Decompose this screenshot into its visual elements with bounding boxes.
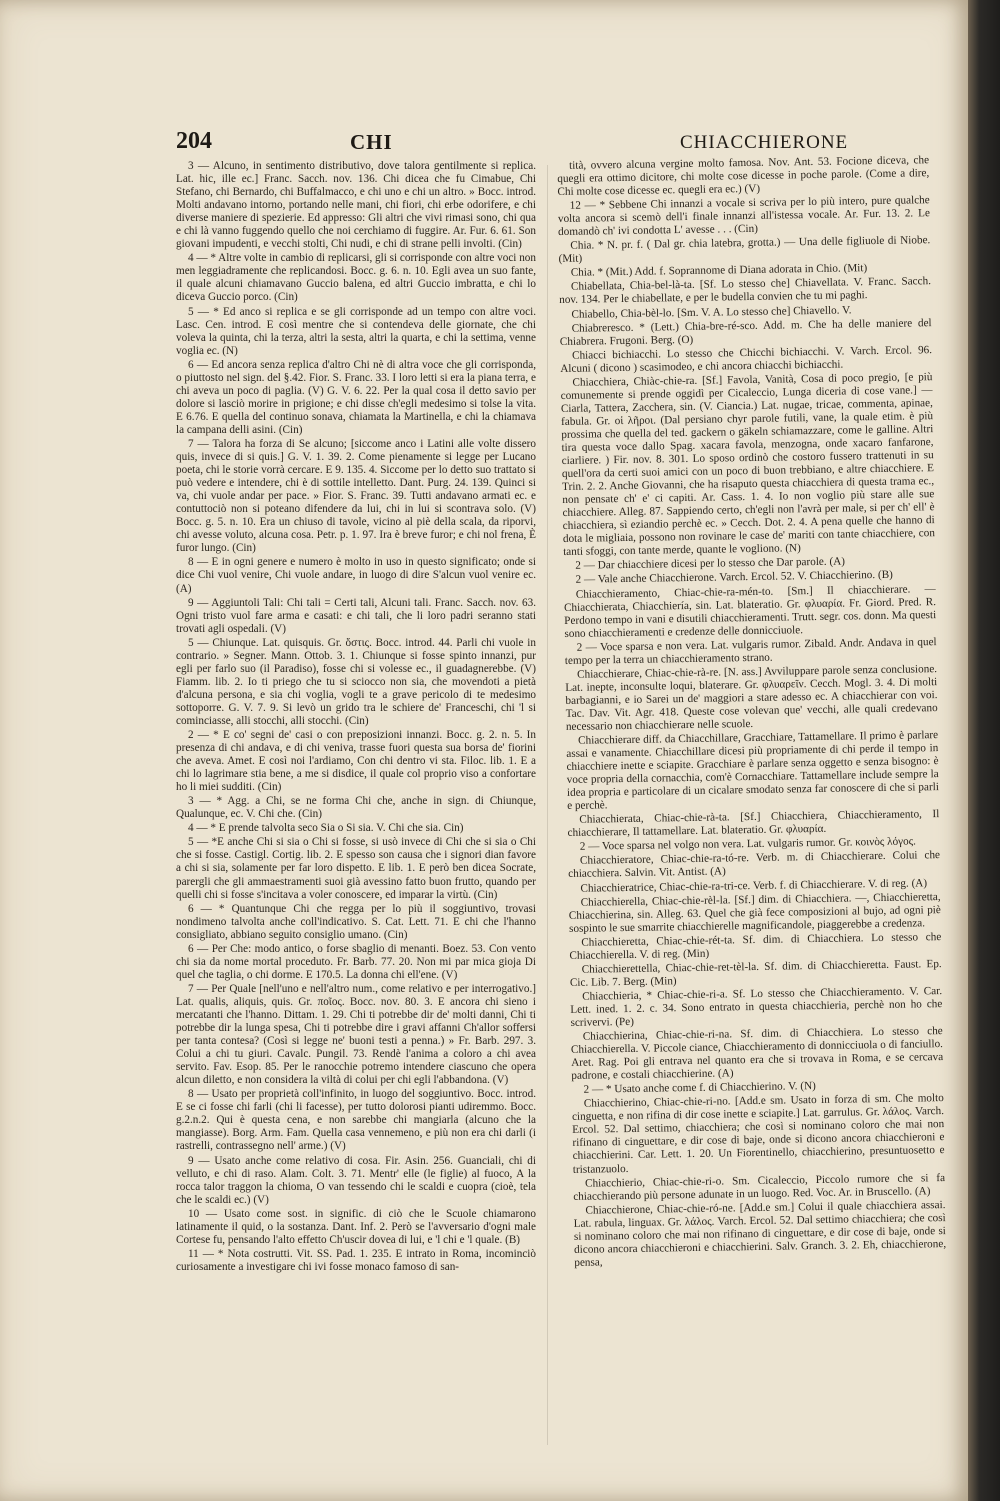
dictionary-entry: 11 — * Nota costrutti. Vit. SS. Pad. 1. 235. E intrato in Roma, incominciò curiosamente a investigare chi ivi fosse monaco famoso di san- <box>176 1247 536 1273</box>
dictionary-entry: 7 — Talora ha forza di Se alcuno; [siccome anco i Latini alle volte dissero quis, invece di si quis.] G. V. 1. 39. 2. Come pienamente si legge per Lucano poeta, chi le storie vorrà cercare. E 9. 135. 4. Siccome per lo detto suo trattato si può vedere e intendere, chi è di sottile intelletto. Dant. Purg. 24. 139. Quinci si va, chi vuole andar per pace. » Fior. S. Franc. 39. Tutti andavano armati ec. e contuttociò non si poteano difendere da lui, chi in lui si scontrava solo. (V) Bocc. g. 5. n. 10. Era un chiuso di tavole, vicino al piè della scala, da riporvi, chi avesse voluto, alcuna cosa. Petr. p. 1. 97. Ira è breve furor; e chi nol frena, È furor lungo. (Cin) <box>176 437 536 555</box>
dictionary-entry: Chiabellata, Chia-bel-là-ta. [Sf. Lo stesso che] Chiavellata. V. Franc. Sacch. nov. 134. Per le chiabellate, e per le budella convien che tu mi paghi. <box>559 275 932 307</box>
dictionary-entry: Chiacchieramento, Chiac-chie-ra-mén-to. [Sm.] Il chiacchierare. — Chiacchierata, Chiacchiería, sin. Lat. blateratio. Gr. φλυαρία. Fr. Giord. Pred. R. Perdono tempo in vani e disutili chiacchieramenti. Trutt. segr. cos. donn. Ma questi sono chiacchieramenti e credenze delle donnicciuole. <box>563 582 937 640</box>
dictionary-entry: Chia. * (Mit.) Add. f. Soprannome di Diana adorata in Chio. (Mit) <box>570 262 868 280</box>
page-number: 204 <box>176 128 212 154</box>
dictionary-entry: 8 — Usato per proprietà coll'infinito, in luogo del soggiuntivo. Bocc. introd. E se ci fosse chi farli (chi li facesse), per tutto dolorosi pianti udiremmo. Bocc. g.2.n.2. Qui è questa cena, e non sarebbe chi mangiarla (alcuno che la mangiasse). Borg. Arm. Fam. Quella casa vennemeno, e più non era chi darli (i rastrelli, contrassegno nell' arme.) (V) <box>176 1088 536 1153</box>
dictionary-entry: 5 — *E anche Chi si sia o Chi si fosse, si usò invece di Chi che si sia o Chi che si fosse. Castigl. Cortig. lib. 2. E spesso son causa che i signori dian favore a chi si sia, solamente per far loro dispetto. E lib. 1. E però ben dicea Socrate, parergli che gli ammaestramenti suoi già avessino fatto buon frutto, quando per quelli chi si fosse s'incitava a voler conoscere, ed imparar la virtù. (Cin) <box>176 836 536 901</box>
dictionary-entry: Chiacchierata, Chiac-chie-rà-ta. [Sf.] Chiacchiera, Chiacchieramento, Il chiacchierare, Il tattamellare. Lat. blateratio. Gr. φλυαρία. <box>567 808 940 840</box>
left-column <box>176 160 536 1455</box>
dictionary-entry: 2 — Dar chiacchiere dicesi per lo stesso che Dar parole. (A) <box>575 555 846 573</box>
dictionary-entry: Chiacchieratrice, Chiac-chie-ra-tri-ce. Verb. f. di Chiacchierare. V. di reg. (A) <box>580 876 928 895</box>
dictionary-entry: 6 — * Quantunque Chi che regga per lo più il soggiuntivo, trovasi nondimeno talvolta anche coll'indicativo. S. Cat. Lett. 71. E chi che l'hanno consigliato, abbiano seguito consiglio umano. (Cin) <box>176 902 536 941</box>
dictionary-entry: 2 — Voce sparsa nel volgo non vera. Lat. vulgaris rumor. Gr. κοινὸς λόγος. <box>579 835 917 854</box>
dictionary-entry: Chiacchierettella, Chiac-chie-ret-tèl-la. Sf. dim. di Chiacchieretta. Faust. Ep. Cic. Lib. 7. Berg. (Min) <box>569 957 942 989</box>
dictionary-entry: Chiacchieretta, Chiac-chie-rét-ta. Sf. dim. di Chiacchiera. Lo stesso che Chiacchierella. V. di reg. (Min) <box>569 930 942 962</box>
dictionary-entry: 4 — * E prende talvolta seco Sia o Si sia. V. Chi che sia. Cin) <box>188 822 464 835</box>
dictionary-entry: 7 — Per Quale [nell'uno e nell'altro num., come relativo e per interrogativo.] Lat. qualis, aliquis, quis. Gr. ποῖος. Bocc. nov. 80. 3. E ancora chi sieno i mercatanti che l'hanno. Dittam. 1. 29. Chi ti potrebbe dir de' molti danni, Chi ti potrebbe dir la lunga spesa, Chi ti potrebbe dire i gravi affanni Ch'allor soffersi per tanta contesa? (Così si legge ne' buoni testi a penna.) » Fr. Barb. 297. 3. Colui a chi tu giuri. Cavalc. Pungil. 73. Rendè l'anima a coloro a chi avea servito. Fav. Esop. 85. Per le ranocchie potremo intendere ciascuno che opera alcun diletto, e non considera la viltà di colui per chi egli l'abbandona. (V) <box>176 982 536 1087</box>
right-column <box>557 154 949 1455</box>
dictionary-entry: Chiacchierare diff. da Chiacchillare, Gracchiare, Tattamellare. Il primo è parlare assai e vanamente. Chiacchillare dicesi più propriamente di chi perde il tempo in chiacchiere inette e sciapite. Gracchiare è parlare senza oggetto e senza bisogno: è voce propria della cornacchia, com'è Cornacchiare. Tattamellare include sempre la idea propria e particolare di un cicalare smodato senza far conoscere di che si parli e perchè. <box>566 729 939 813</box>
dictionary-entry: 2 — Vale anche Chiacchierone. Varch. Ercol. 52. V. Chiacchierino. (B) <box>575 569 893 587</box>
dictionary-entry: Chiacchieria, * Chiac-chie-ri-a. Sf. Lo stesso che Chiacchieramento. V. Car. Lett. ined. 1. 2. c. 34. Sono entrato in questa chiacchieria, perchè non ho che scrivervi. (Pe) <box>570 984 943 1029</box>
dictionary-entry: 2 — * E co' segni de' casi o con preposizioni innanzi. Bocc. g. 2. n. 5. In presenza di chi andava, e di chi veniva, trasse fuori questa sua borsa de' fiorini che aveva. Amet. E così noi l'ardiamo, Con chi dentro vi sta. Filoc. lib. 1. E a chi lo lagrimare stia bene, a me si disdice, il quale col proprio viso a confortare ho li miei sudditi. (Cin) <box>176 729 536 794</box>
dictionary-entry: Chiabreresco. * (Lett.) Chia-bre-ré-sco. Add. m. Che ha delle maniere del Chiabrera. Frugoni. Berg. (O) <box>559 316 932 348</box>
dictionary-entry: 8 — E in ogni genere e numero è molto in uso in questo significato; onde si dice Chi vuol venire, Chi vuole andare, in luogo di dire S'alcun vuol venire ec. (A) <box>176 556 536 595</box>
dictionary-entry: Chiacci bichiacchi. Lo stesso che Chicchi bichiacchi. V. Varch. Ercol. 96. Alcuni ( dicono ) scasimodeo, e chi ancora chiacchi bichiacchi. <box>560 343 933 375</box>
dictionary-entry: 6 — Per Che: modo antico, o forse sbaglio di menanti. Boez. 53. Con vento chi sia da nome mortal proceduto. Fr. Barb. 77. 20. Non mi par mica gioja Di quel che taglia, o chi dorme. E 170.5. La donna chi ell'ene. (V) <box>176 942 536 981</box>
column-divider <box>547 165 548 1445</box>
dictionary-entry: Chiacchierio, Chiac-chie-ri-o. Sm. Cicaleccio, Piccolo rumore che si fa chiacchierando più persone adunate in un luogo. Red. Voc. Ar. in Bruscello. (A) <box>573 1171 946 1203</box>
dictionary-entry: 10 — Usato come sost. in signific. di ciò che le Scuole chiamarono latinamente il quid, o la sostanza. Dant. Inf. 2. Però se l'avversario d'ogni male Cortese fu, pensando l'alto effetto Ch'uscir dovea di lui, e 'l chi e 'l quale. (B) <box>176 1207 536 1246</box>
dictionary-entry: 9 — Usato anche come relativo di cosa. Fir. Asin. 256. Guanciali, chi di velluto, e chi di raso. Alam. Colt. 3. 71. Mentr' elle (le figlie) al fuoco, A la rocca talor traggon la chioma, O van tessendo chi le scaldi e cuopra (cioè, tela che le scaldi ec.) (V) <box>176 1154 536 1206</box>
running-head-right: CHIACCHIERONE <box>680 132 849 153</box>
dictionary-entry: 9 — Aggiuntoli Tali: Chi tali = Certi tali, Alcuni tali. Franc. Sacch. nov. 63. Ogni tristo vuol fare arma e casati: e chi tali, che li loro padri seranno stati trovati agli ospedali. (V) <box>176 596 536 635</box>
dictionary-entry: Chiacchierare, Chiac-chie-rà-re. [N. ass.] Avviluppare parole senza conclusione. Lat. inepte, inconsulte loqui, blaterare. Gr. φλυαρεῖν. Cecch. Mogl. 3. 4. Di molti barbagianni, e io Sarei un de' maggiori a stare adesso ec. A chiacchierar con voi. Tac. Dav. Vit. Agr. 418. Queste cose volevan que' vecchi, alle quali credevano necessario non chiacchierare nelle scuole. <box>565 662 938 733</box>
dictionary-entry: Chiacchierella, Chiac-chie-rèl-la. [Sf.] dim. di Chiacchiera. —, Chiacchieretta, Chiacchierina, sin. Alleg. 63. Quel che già fece composizioni al bujo, ad ogni piè sospinto le sue smarrite chiacchierelle magnificandole, piaggerebbe a credenza. <box>568 890 941 935</box>
dictionary-entry: 6 — Ed ancora senza replica d'altro Chi nè di altra voce che gli corrisponda, o piuttosto nel sign. del §.42. Fior. S. Franc. 33. I loro letti si era la piana terra, e chi aveva un poco di paglia. (V) G. V. 6. 22. Per la qual cosa il detto savio per dolore si lasciò morire in prigione; e chi disse ch'egli medesimo si tolse la vita. E 6.76. E quella del continuo sonava, chiamata la Martinella, e chi la chiamava la campana delli asini. (Cin) <box>176 358 536 436</box>
dictionary-entry: 3 — Alcuno, in sentimento distributivo, dove talora gentilmente si replica. Lat. hic, ille ec.] Franc. Sacch. nov. 136. Chi dicea che fu Cimabue, Chi Stefano, chi Bernardo, chi Buffalmacco, e chi uno e chi un altro. » Bocc. introd. Molti andavano intorno, portando nelle mani, chi fiori, chi erbe odorifere, e chi diverse maniere di spezierie. Ed appresso: Gli altri che vivi rimasi sono, chi qua e chi là vanno fuggendo quello che noi cerchiamo di fuggire. Ar. Fur. 6. 61. Son giovani impudenti, e vecchi stolti, Chi nudi, e chi di strane pelli involti. (Cin) <box>176 160 536 251</box>
dictionary-entry: tità, ovvero alcuna vergine molto famosa. Nov. Ant. 53. Focione diceva, che quegli era ottimo dicitore, chi molte cose dicesse in poche parole. (Come a dire, Chi molte cose dicesse ec. quegli era ec.) (V) <box>557 154 930 199</box>
dictionary-entry: 4 — * Altre volte in cambio di replicarsi, gli si corrisponde con altre voci non men leggiadramente che replicandosi. Bocc. g. 6. n. 10. Egli avea un suo fante, il quale alcuni chiamavano Guccio balena, ed altri Guccio imbratta, e chi lo diceva Guccio porco. (Cin) <box>176 252 536 304</box>
dictionary-entry: Chiacchierino, Chiac-chie-ri-no. [Add.e sm. Usato in forza di sm. Che molto cinguetta, e non rifina di dir cose inette e sciapite.] Lat. garrulus. Gr. λάλος. Varch. Ercol. 52. Dal settimo, chiacchiera; che così si nominano coloro che mai non rifinano di cinguettare, e dir cose di baje, onde si dicono ancora chiacchieroni e chiacchierini. Car. Lett. 1. 20. Un Fiorentinello, chiacchierino, presuntuosetto e tristanzuolo. <box>571 1092 945 1176</box>
book-binding-edge <box>968 0 1000 1501</box>
dictionary-entry: 5 — * Ed anco si replica e se gli corrisponde ad un tempo con altre voci. Lasc. Cen. introd. E così mentre che si contendeva delle giornate, che chi voleva la quinta, chi la terza, altri la sesta, altri la quarta, e chi la settima, venne voglia ec. (N) <box>176 305 536 357</box>
dictionary-entry: 3 — * Agg. a Chi, se ne forma Chi che, anche in sign. di Chiunque, Qualunque, ec. V. Chi che. (Cin) <box>176 795 536 821</box>
dictionary-entry: Chiacchieratore, Chiac-chie-ra-tó-re. Verb. m. di Chiacchierare. Colui che chiacchiera. Salvin. Vit. Antist. (A) <box>568 849 941 881</box>
dictionary-entry: Chiacchierone, Chiac-chie-ró-ne. [Add.e sm.] Colui il quale chiacchiera assai. Lat. rabula, linguax. Gr. λάλος. Varch. Ercol. 52. Dal settimo chiacchiera; che così si nominano coloro che mai non rifinano di cinguettare, e dir cose di baje, onde si dicono ancora chiacchieroni e chiacchierini. Salv. Granch. 3. 2. Eh, chiacchierone, pensa, <box>573 1198 947 1269</box>
dictionary-entry: 2 — * Usato anche come f. di Chiacchierino. V. (N) <box>583 1080 816 1096</box>
dictionary-entry: Chiacchiera, Chiàc-chie-ra. [Sf.] Favola, Vanità, Cosa di poco pregio, [e più comunemente si prende oggidì per Cicaleccio, Lunga diceria di cose vane.] — Ciarla, Tattera, Zacchera, sin. (V. Ciancia.) Lat. nugae, tricae, commenta, apinae, fabula. Gr. οἱ λῆροι. (Dal persiano chyr parole futili, vane, la quale etim. è più prossima che quella del ted. gackern o gäkeln schiamazzare, come le galline. Altri tira questa voce dallo Spag. xacara favola, menzogna, onde xacaro fanfarone, ciarliere. ) Fir. nov. 8. 301. Lo sposo ordinò che costoro fussero trattenuti in su quell'ora da certi suoi amici con un poco di buon trebbiano, e altre chiacchiere. E Trin. 2. 2. Anche Giovanni, che ha risaputo questa chiacchiera di questa trama ec., non pensate ch' e' ci capiti. Ar. Cass. 1. 4. Io non voglio più stare alle sue chiacchiere. Alleg. 87. Sappiendo certo, ch'egli non l'avrà per male, si per ch' ell' è chiacchiera, sì eziandio perchè ec. » Cecch. Dot. 2. 4. A pena quelle che hanno di dota le migliaia, possono non rovinare le case de' mariti con tante chiacchiere, con tanti sfoggi, con tante merde, quante le vogliono. (N) <box>560 370 936 559</box>
running-head-left: CHI <box>350 130 393 154</box>
dictionary-entry: Chiacchierina, Chiac-chie-ri-na. Sf. dim. di Chiacchiera. Lo stesso che Chiacchierella. V. Piccole ciance, Chiacchieramento di donnicciuola o di fanciullo. Aret. Rag. Poi gli entrava nel quanto era che si trovava in Roma, e se cercava padrone, e costali chiacchierine. (A) <box>570 1025 944 1083</box>
dictionary-entry: 2 — Voce sparsa e non vera. Lat. vulgaris rumor. Zibald. Andr. Andava in quel tempo per la terra un chiacchieramento strano. <box>564 635 937 667</box>
dictionary-entry: Chiabello, Chia-bèl-lo. [Sm. V. A. Lo stesso che] Chiavello. V. <box>571 303 852 321</box>
dictionary-entry: Chia. * N. pr. f. ( Dal gr. chia latebra, grotta.) — Una delle figliuole di Niobe. (Mit) <box>558 234 931 266</box>
dictionary-entry: 5 — Chiunque. Lat. quisquis. Gr. ὅστις. Bocc. introd. 44. Parli chi vuole in contrario. » Segner. Mann. Ottob. 3. 1. Chiunque si fosse spinto innanzi, pur egli per farlo suo (il Paradiso), fosse chi si volesse ec., il guadagnerebbe. (V) Fiamm. lib. 2. Io ti priego che tu si sciocco non sia, che movendoti a pietà d'alcuna persona, e sia chi voglia, vogli te a grave pericolo di te medesimo sottoporre. G. V. 7. 9. Si levò un grido tra le schiere de' Franceschi, chi 'l si cominciasse, alli stocchi, alli stocchi. (Cin) <box>176 636 536 727</box>
running-head <box>0 128 968 158</box>
dictionary-entry: 12 — * Sebbene Chi innanzi a vocale si scriva per lo più intero, pure qualche volta ancora si scemò dell'i finale innanzi all'istessa vocale. Ar. Fur. 13. 2. Le domandò ch' ivi condotta L' avesse . . . (Cin) <box>557 194 930 239</box>
